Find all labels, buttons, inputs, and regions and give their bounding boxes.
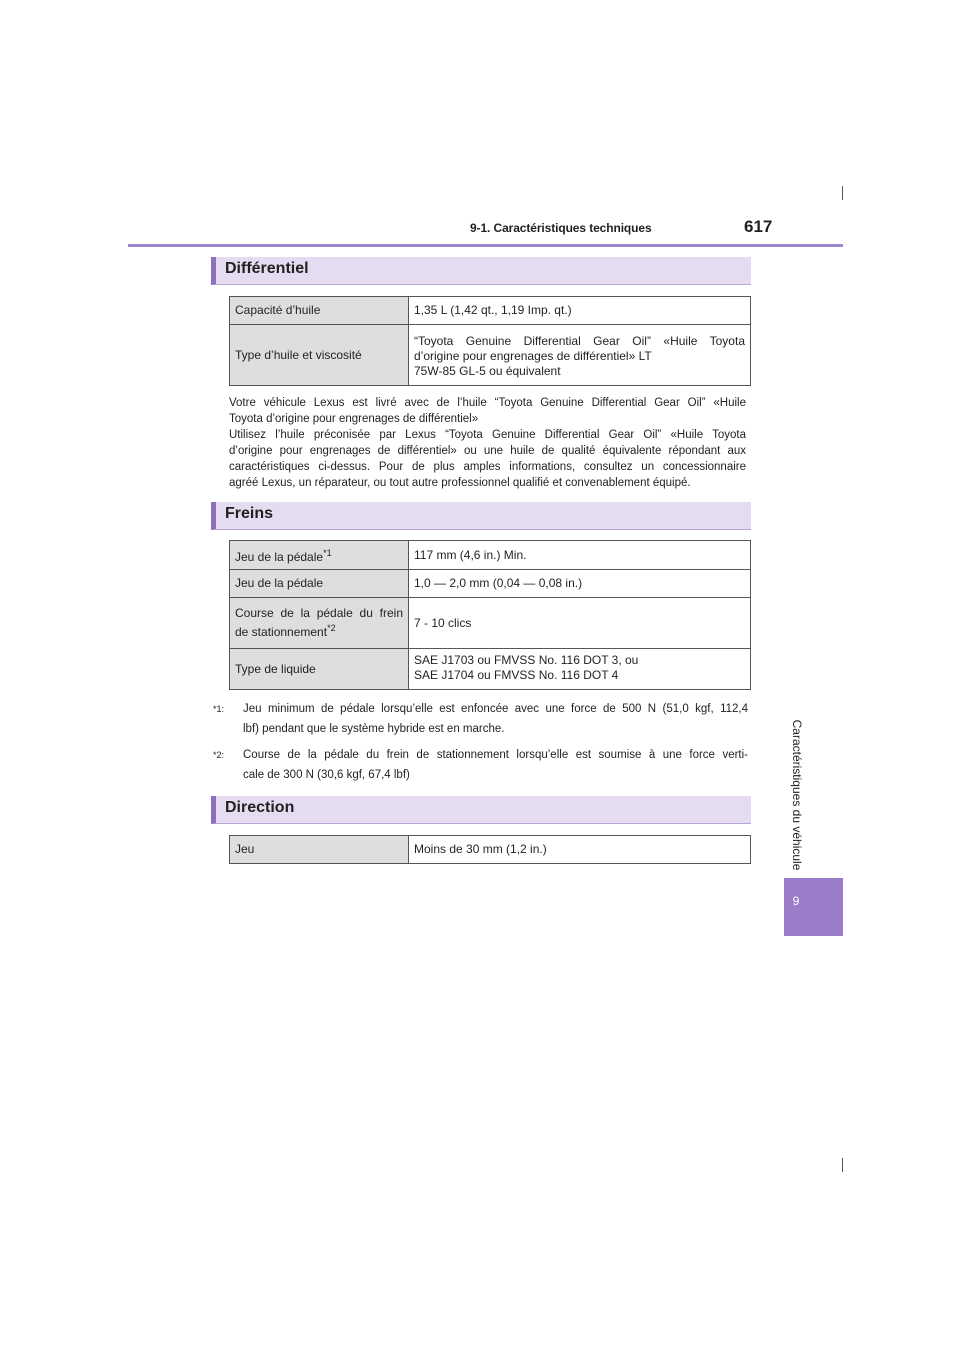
brakes-spec-table <box>229 540 751 690</box>
page-number: 617 <box>744 217 773 236</box>
footnote: $^{*2:}$ Course de la pédale du frein de stationnement lorsqu’elle est soumise à une force verti- cale de 300 N (30,6 kgf, 67,4 lbf) <box>213 749 748 781</box>
table-row <box>230 570 751 598</box>
table-key: Type d’huile et viscosité <box>230 325 409 386</box>
table-value: “Toyota Genuine Differential Gear Oil” «Huile Toyota d’origine pour engrenages de différentiel» LT 75W-85 GL-5 ou équivalent <box>409 325 751 386</box>
table-value: 117 mm (4,6 in.) Min. <box>409 541 751 570</box>
table-key: Jeu <box>230 836 409 864</box>
chapter-side-label: Caractéristiques du véhicule <box>790 719 804 871</box>
crop-mark <box>842 186 843 200</box>
section-heading-freins: Freins <box>211 502 751 530</box>
table-key: Jeu de la pédale$^{*1}$ <box>230 541 409 570</box>
table-key: Capacité d’huile <box>230 297 409 325</box>
table-key: Type de liquide <box>230 649 409 690</box>
table-row <box>230 297 751 325</box>
crop-mark <box>842 1158 843 1172</box>
table-row <box>230 649 751 690</box>
header-rule <box>128 244 843 247</box>
table-value: Moins de 30 mm (1,2 in.) <box>409 836 751 864</box>
footnote: $^{*1:}$ Jeu minimum de pédale lorsqu’elle est enfoncée avec une force de 500 N (51,0 kgf, 112,4 lbf) pendant que le système hybride est en marche. <box>213 703 748 735</box>
differential-spec-table <box>229 296 751 386</box>
table-key: Course de la pédale du frein de stationnement$^{*2}$ <box>230 598 409 649</box>
table-row <box>230 541 751 570</box>
table-row <box>230 836 751 864</box>
table-key: Jeu de la pédale <box>230 570 409 598</box>
chapter-tab[interactable] <box>784 878 843 936</box>
running-header-title: 9-1. Caractéristiques techniques <box>470 221 652 235</box>
footnote-mark: *2 <box>327 623 336 633</box>
differential-paragraph: Votre véhicule Lexus est livré avec de l’huile “Toyota Genuine Differential Gear Oil” «Huile Toyota d’origine pour engrenages de différentiel» Utilisez l’huile préconisée par Lexus “Toyota Genuine Differential Gear Oil” «Huile Toyota d’origine pour engrenages de différentiel» ou une huile de qualité équivalente répondant aux caractéristiques ci-dessus. Pour de plus amples informations, consultez un concessionnaire agréé Lexus, un réparateur, ou tout autre professionnel qualifié et convenablement équipé. <box>229 397 746 489</box>
table-value: 1,0 — 2,0 mm (0,04 — 0,08 in.) <box>409 570 751 598</box>
steering-spec-table <box>229 835 751 864</box>
chapter-number: 9 <box>792 894 800 908</box>
section-heading-direction: Direction <box>211 796 751 824</box>
table-row <box>230 598 751 649</box>
footnote-mark: *1 <box>323 547 332 558</box>
table-row <box>230 325 751 386</box>
table-value: SAE J1703 ou FMVSS No. 116 DOT 3, ou SAE J1704 ou FMVSS No. 116 DOT 4 <box>409 649 751 690</box>
table-value: 1,35 L (1,42 qt., 1,19 Imp. qt.) <box>409 297 751 325</box>
section-heading-differentiel: Différentiel <box>211 257 751 285</box>
table-value: 7 - 10 clics <box>409 598 751 649</box>
